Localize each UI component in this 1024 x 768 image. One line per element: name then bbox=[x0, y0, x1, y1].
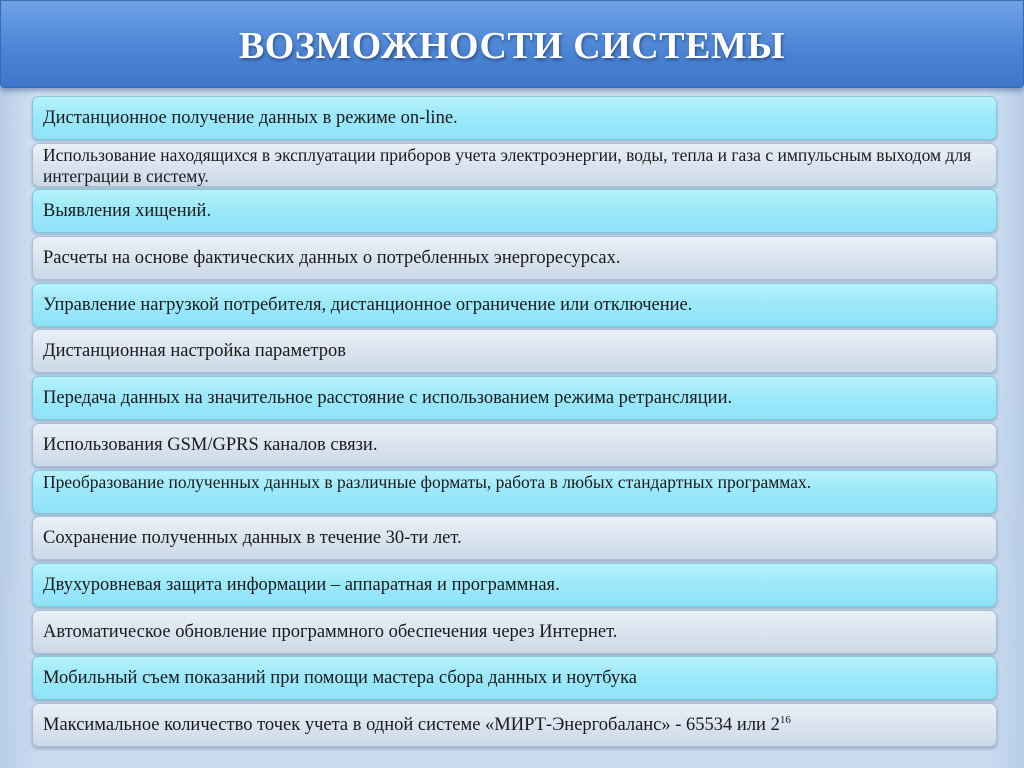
list-item bbox=[32, 656, 997, 700]
list-item-text: Дистанционная настройка параметров bbox=[43, 341, 346, 362]
list-item bbox=[32, 143, 997, 187]
list-item-text: Автоматическое обновление программного обеспечения через Интернет. bbox=[43, 621, 618, 642]
list-item bbox=[32, 96, 997, 140]
page-title: ВОЗМОЖНОСТИ СИСТЕМЫ bbox=[238, 25, 786, 67]
feature-list bbox=[32, 96, 999, 750]
list-item bbox=[32, 563, 997, 607]
list-item bbox=[32, 376, 997, 420]
list-item bbox=[32, 423, 997, 467]
list-item bbox=[32, 610, 997, 654]
list-item-text: Управление нагрузкой потребителя, дистанционное ограничение или отключение. bbox=[43, 294, 693, 315]
title-bar bbox=[0, 0, 1024, 88]
list-item bbox=[32, 329, 997, 373]
list-item-text: Расчеты на основе фактических данных о потребленных энергоресурсах. bbox=[43, 248, 621, 269]
list-item bbox=[32, 516, 997, 560]
list-item-text: Мобильный съем показаний при помощи мастера сбора данных и ноутбука bbox=[43, 668, 637, 689]
list-item bbox=[32, 470, 997, 514]
list-item bbox=[32, 703, 997, 747]
list-item-text bbox=[43, 714, 791, 736]
list-item-text: Дистанционное получение данных в режиме on-line. bbox=[43, 108, 458, 128]
list-item-text: Передача данных на значительное расстояние с использованием режима ретрансляции. bbox=[43, 388, 733, 409]
list-item-text: Преобразование полученных данных в различные форматы, работа в любых стандартных программах. bbox=[43, 471, 812, 492]
list-item-text: Использование находящихся в эксплуатации приборов учета электроэнергии, воды, тепла и газа с импульсным выходом для интеграции в систему. bbox=[43, 144, 972, 186]
list-item-text: Двухуровневая защита информации – аппаратная и программная. bbox=[43, 574, 560, 595]
list-item bbox=[32, 189, 997, 233]
list-item bbox=[32, 283, 997, 327]
list-item-text: Сохранение полученных данных в течение 30-ти лет. bbox=[43, 528, 462, 549]
list-item bbox=[32, 236, 997, 280]
exponent-superscript: 16 bbox=[779, 713, 791, 726]
list-item-text: Использования GSM/GPRS каналов связи. bbox=[43, 434, 378, 455]
list-item-text: Выявления хищений. bbox=[43, 201, 212, 222]
list-item-text-main: Максимальное количество точек учета в одной системе «МИРТ-Энергобаланс» - 65534 или 2 bbox=[43, 714, 780, 735]
